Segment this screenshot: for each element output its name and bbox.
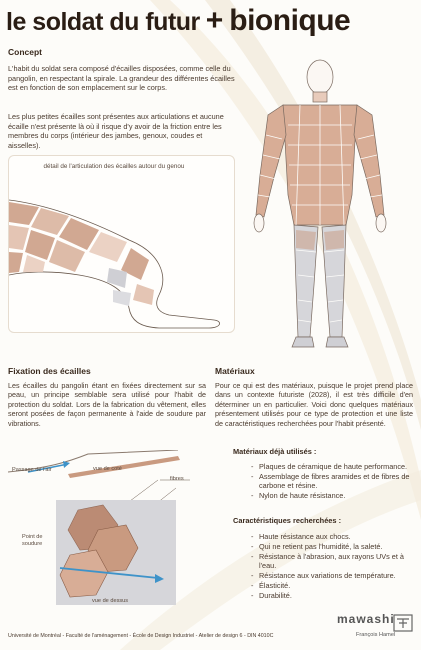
label-fibres: fibres <box>170 476 184 482</box>
list-item: - Nylon de haute résistance. <box>251 491 413 500</box>
author-name: François Hamel <box>356 632 396 638</box>
suit-body-illustration <box>238 55 408 355</box>
label-side-view: vue de coté <box>93 466 122 472</box>
materiaux-used-heading: Matériaux déjà utilisés : <box>233 447 317 456</box>
footer-text: Université de Montréal - Faculté de l'aménagement - École de Design Industriel - Atelier de design 6 - DIN 4010C <box>8 633 274 639</box>
fixation-heading: Fixation des écailles <box>8 366 91 376</box>
list-item: - Qui ne retient pas l'humidité, la saleté. <box>251 542 413 551</box>
list-item: - Assemblage de fibres aramides et de fibres de carbone et résine. <box>251 472 413 490</box>
materiaux-wanted-list <box>251 532 413 601</box>
concept-heading: Concept <box>8 47 42 57</box>
fixation-diagram <box>8 450 208 610</box>
knee-illustration <box>9 180 231 330</box>
label-soudure: Point de soudure <box>22 534 43 547</box>
list-item: - Élasticité. <box>251 581 413 590</box>
list-item: - Plaques de céramique de haute performance. <box>251 462 413 471</box>
knee-caption: détail de l'articulation des écailles autour du genou <box>43 163 185 170</box>
materiaux-used-list <box>251 462 413 501</box>
list-item: - Résistance aux variations de température. <box>251 571 413 580</box>
poster-title <box>6 4 350 38</box>
label-top-view: vue de dessus <box>92 598 129 604</box>
list-item: - Résistance à l'abrasion, aux rayons UVs et à l'eau. <box>251 552 413 570</box>
label-passage-air: Passage de l'air <box>12 467 52 473</box>
mawashi-logo-icon <box>393 614 413 632</box>
concept-paragraph-1: L'habit du soldat sera composé d'écailles disposées, comme celle du pangolin, en respectant la spirale. La grandeur des différentes écailles est en fonction de son emplacement sur le corps. <box>8 64 235 93</box>
title-main: le soldat du futur <box>6 8 200 36</box>
concept-paragraph-2: Les plus petites écailles sont présentes aux articulations et aucune écaille n'est présente là où il risque d'y avoir de la friction entre les membres du corps (intérieur des jambes, genoux, coudes et aisselles). <box>8 112 224 150</box>
list-item: - Haute résistance aux chocs. <box>251 532 413 541</box>
title-accent: bionique <box>229 4 351 37</box>
list-item: - Durabilité. <box>251 591 413 600</box>
materiaux-heading: Matériaux <box>215 366 255 376</box>
materiaux-text: Pour ce qui est des matériaux, puisque le projet prend place dans un contexte futuriste (2028), il est très difficile d'en déterminer un en particulier. Voici donc quelques matériaux présentement utilisés pour ce type de protection et une liste de caractéristiques recherchées pour l'habit présenté. <box>215 381 413 428</box>
title-plus: + <box>205 4 223 37</box>
materiaux-wanted-heading: Caractéristiques recherchées : <box>233 516 342 525</box>
mawashi-logo: mawashi <box>337 612 395 626</box>
fixation-text: Les écailles du pangolin étant en fixées directement sur sa peau, un principe semblable sera utilisé pour l'habit de protection du soldat. Lors de la fabrication du vêtement, elles seront posées de façon permanente à l'aide de soudure par vibrations. <box>8 381 206 428</box>
